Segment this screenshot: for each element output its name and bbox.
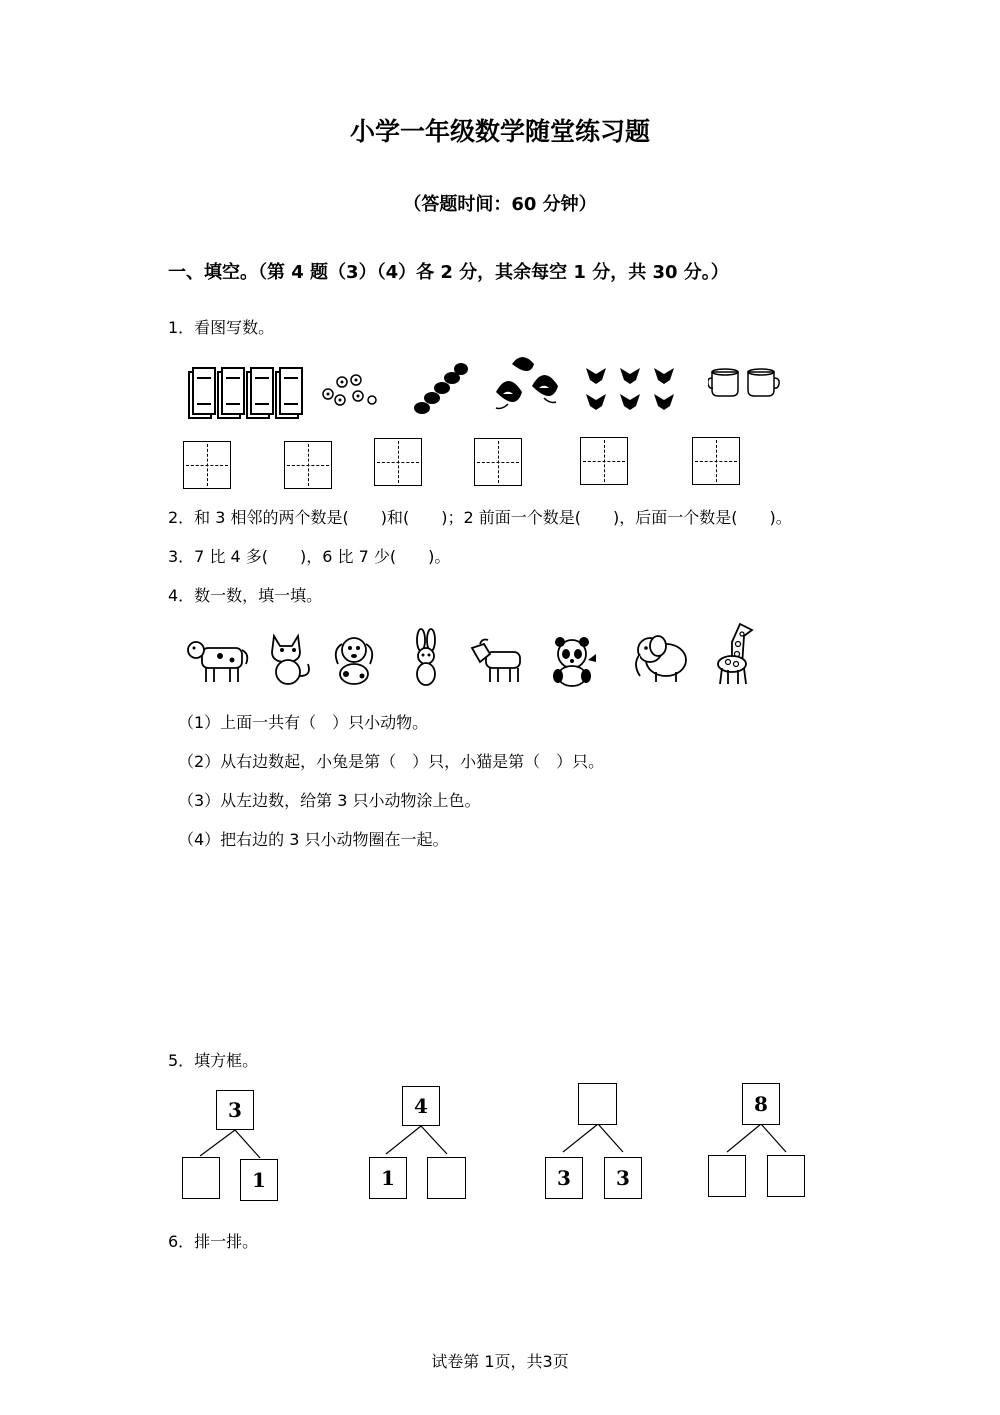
birds-icon (584, 360, 686, 414)
tree-1-top-box[interactable]: 3 (216, 1090, 254, 1130)
rabbit-icon (410, 628, 442, 688)
answer-grid-4[interactable] (474, 438, 522, 486)
peaches-icon (488, 352, 564, 414)
page-footer: 试卷第 1页，共3页 (431, 1352, 569, 1371)
answer-grid-2[interactable] (284, 441, 332, 489)
tree-2-left-box[interactable]: 1 (369, 1157, 407, 1199)
cow-icon (186, 636, 250, 686)
tree-4-right-box[interactable] (767, 1155, 805, 1197)
flowers-icon (318, 370, 382, 410)
answer-grid-6[interactable] (692, 437, 740, 485)
question-4-2: （2）从右边数起，小兔是第（ ）只，小猫是第（ ）只。 (178, 752, 605, 771)
giraffe-icon (710, 620, 760, 686)
books-icon (185, 366, 303, 422)
tree-3-right-box[interactable]: 3 (604, 1157, 642, 1199)
tree-lines (0, 1120, 1000, 1160)
question-6: 6．排一排。 (168, 1232, 259, 1251)
question-1: 1．看图写数。 (168, 318, 275, 337)
dog-icon (332, 634, 378, 686)
question-4-1: （1）上面一共有（ ）只小动物。 (178, 713, 429, 732)
question-4-3: （3）从左边数，给第 3 只小动物涂上色。 (178, 791, 481, 810)
panda-icon (548, 636, 598, 688)
question-2: 2．和 3 相邻的两个数是( )和( )；2 前面一个数是( )，后面一个数是( )。 (168, 508, 792, 527)
tree-4-left-box[interactable] (708, 1155, 746, 1197)
section-heading: 一、填空。（第 4 题（3）（4）各 2 分，其余每空 1 分，共 30 分。） (168, 262, 729, 283)
tree-4-top-box[interactable]: 8 (742, 1083, 780, 1125)
tree-2-right-box[interactable] (427, 1157, 466, 1199)
elephant-icon (630, 630, 688, 686)
question-4: 4．数一数，填一填。 (168, 586, 323, 605)
cups-icon (708, 366, 782, 400)
question-3: 3．7 比 4 多( )，6 比 7 少( )。 (168, 547, 451, 566)
question-4-4: （4）把右边的 3 只小动物圈在一起。 (178, 830, 449, 849)
answer-grid-1[interactable] (183, 441, 231, 489)
tree-1-right-box[interactable]: 1 (240, 1159, 278, 1201)
tree-3-left-box[interactable]: 3 (545, 1157, 583, 1199)
tree-2-top-box[interactable]: 4 (402, 1086, 440, 1126)
sticks-icon (412, 360, 470, 418)
time-limit: （答题时间：60 分钟） (403, 194, 597, 215)
answer-grid-5[interactable] (580, 437, 628, 485)
cat-icon (264, 632, 314, 688)
page-title: 小学一年级数学随堂练习题 (349, 117, 650, 146)
goat-icon (468, 638, 526, 686)
tree-3-top-box[interactable] (578, 1083, 617, 1125)
question-5: 5．填方框。 (168, 1051, 259, 1070)
tree-1-left-box[interactable] (182, 1157, 220, 1199)
answer-grid-3[interactable] (374, 438, 422, 486)
